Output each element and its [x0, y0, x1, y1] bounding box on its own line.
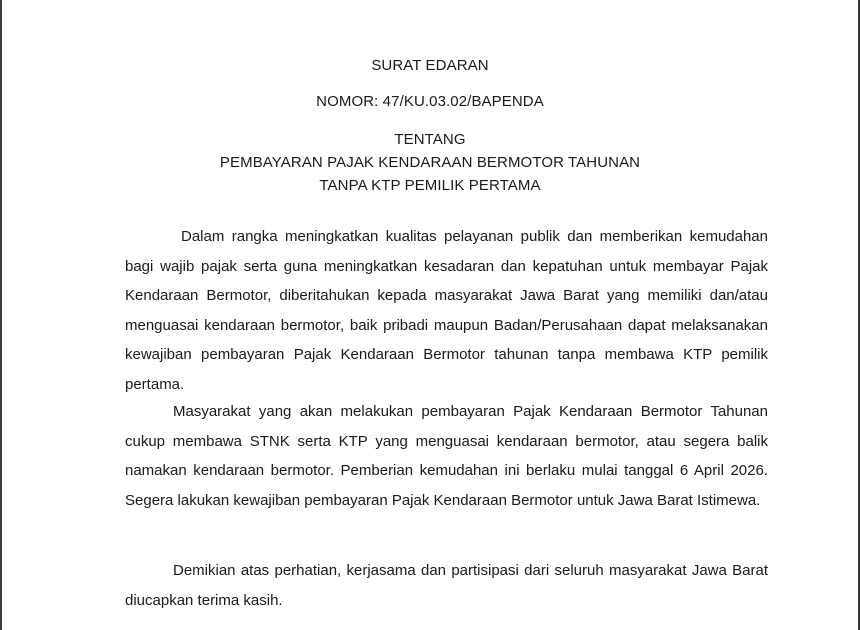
paragraph-closing: Demikian atas perhatian, kerjasama dan partisipasi dari seluruh masyarakat Jawa Barat diucapkan terima kasih. — [125, 562, 768, 609]
document-title: SURAT EDARAN — [371, 57, 489, 74]
about-label: TENTANG — [394, 131, 466, 148]
document-number: NOMOR: 47/KU.03.02/BAPENDA — [316, 93, 544, 110]
paragraph-requirements: Masyarakat yang akan melakukan pembayaran Pajak Kendaraan Bermotor Tahunan cukup membawa STNK serta KTP yang menguasai kendaraan bermotor, atau segera balik namakan kendaraan bermotor. Pemberian kemudahan ini berlaku mulai tanggal 6 April 2026. Segera lakukan kewajiban pembayaran Pajak Kendaraan Bermotor untuk Jawa Barat Istimewa. — [125, 403, 768, 509]
subject-line-2: TANPA KTP PEMILIK PERTAMA — [319, 177, 541, 194]
paragraph-intro: Dalam rangka meningkatkan kualitas pelayanan publik dan memberikan kemudahan bagi wajib pajak serta guna meningkatkan kesadaran dan kepatuhan untuk membayar Pajak Kendaraan Bermotor, diberitahukan kepada masyarakat Jawa Barat yang memiliki dan/atau menguasai kendaraan bermotor, baik pribadi maupun Badan/Perusahaan dapat melaksanakan kewajiban pembayaran Pajak Kendaraan Bermotor tahunan tanpa membawa KTP pemilik pertama. — [125, 228, 768, 393]
subject-line-1: PEMBAYARAN PAJAK KENDARAAN BERMOTOR TAHUNAN — [219, 154, 641, 171]
